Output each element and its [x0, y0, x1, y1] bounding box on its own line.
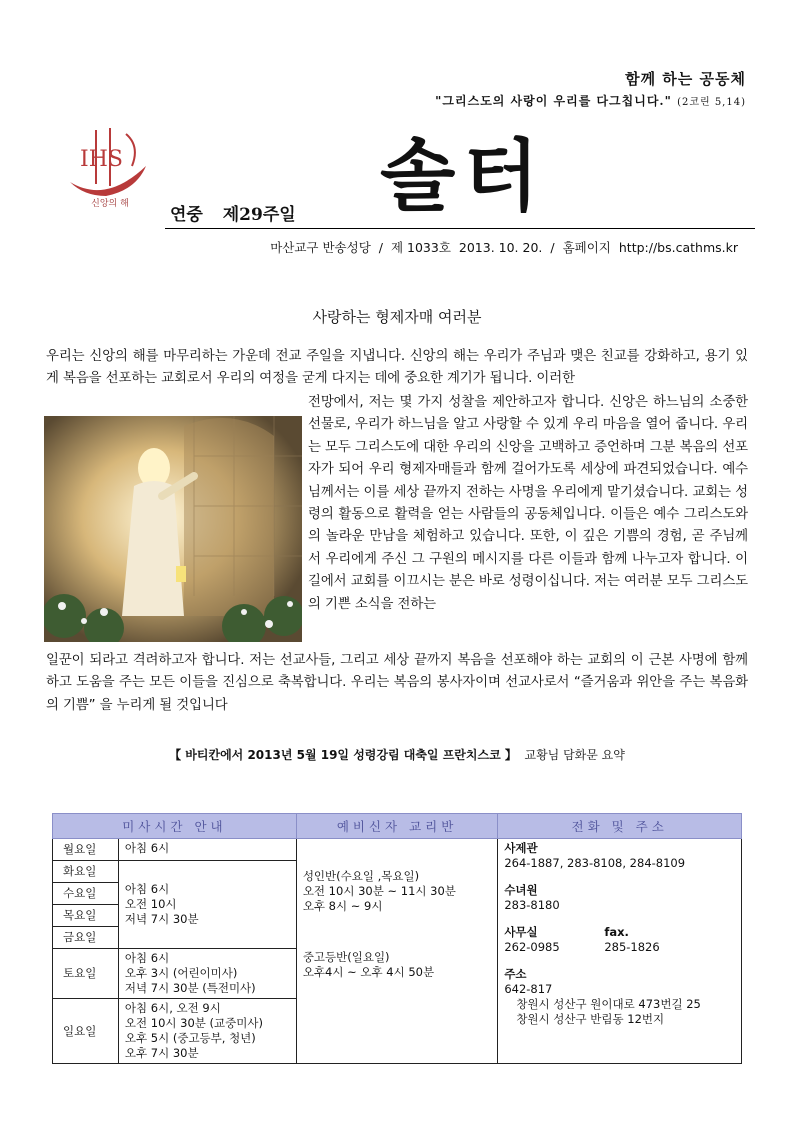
catechism-time: 오후4시 ~ 오후 4시 50분 [302, 965, 435, 979]
catechism-cell [296, 839, 498, 1064]
homepage-link[interactable]: http://bs.cathms.kr [618, 240, 738, 255]
mass-saturday [118, 949, 296, 999]
mass-time: 오전 10시 30분 (교중미사) [124, 1016, 263, 1030]
day-friday: 금요일 [53, 927, 119, 949]
mass-time: 아침 6시 [124, 841, 170, 855]
header-divider [165, 228, 755, 229]
mass-time: 아침 6시, 오전 9시 [124, 1001, 221, 1015]
source-citation [0, 746, 794, 763]
convent-phone: 283-8180 [504, 898, 560, 912]
contact-cell [498, 839, 742, 1064]
rectory-label: 사제관 [504, 841, 538, 855]
year-of-faith-logo-icon [66, 126, 150, 206]
liturgical-sunday: 연중 제29주일 [170, 205, 296, 225]
issue-date: 2013. 10. 20. [458, 240, 543, 255]
catechism-time: 오후 8시 ~ 9시 [302, 899, 383, 913]
mass-monday [118, 839, 296, 861]
newsletter-masthead: 솔터 [380, 132, 547, 222]
mass-time: 오전 10시 [124, 897, 177, 911]
source-note: 교황님 담화문 요약 [524, 748, 625, 762]
logo-monogram: IHS [80, 147, 123, 172]
fax-label: fax. [604, 925, 629, 939]
source-title: 【 바티칸에서 2013년 5월 19일 성령강림 대축일 프란치스코 】 [169, 748, 517, 762]
verse-text: "그리스도의 사랑이 우리를 다그칩니다." [435, 94, 672, 108]
day-sunday: 일요일 [53, 999, 119, 1064]
mass-time: 아침 6시 [124, 951, 170, 965]
separator: / [550, 240, 555, 255]
logo-caption: 신앙의 해 [91, 199, 129, 209]
day-monday: 월요일 [53, 839, 119, 861]
day-saturday: 토요일 [53, 949, 119, 999]
homepage-label: 홈페이지 [562, 240, 611, 255]
issue-info [266, 238, 738, 256]
scripture-verse [435, 92, 746, 109]
verse-reference: (2코린 5,14) [677, 97, 746, 108]
parish-name: 마산교구 반송성당 [270, 240, 371, 255]
article-heading: 사랑하는 형제자매 여러분 [312, 308, 482, 326]
day-tuesday: 화요일 [53, 861, 119, 883]
catechism-adult-title: 성인반(수요일 ,목요일) [302, 869, 420, 883]
article-paragraph-beside-image: 전망에서, 저는 몇 가지 성찰을 제안하고자 합니다. 신앙은 하느님의 소중한 선물로, 우리가 하느님을 알고 사랑할 수 있게 우리 마음을 열어 줍니다. 우리는 모두 그리스도에 대한 우리의 신앙을 고백하고 증언하며 그분 복음의 선포자가 되어 우리 형제자매들과 함께 걸어가도록 세상에 파견되었습니다. 예수님께서는 이를 세상 끝까지 전하는 사명을 우리에게 맡기셨습니다. 교회는 성령의 활동으로 활력을 얻는 사람들의 공동체입니다. 이들은 예수 그리스도와의 놀라운 만남을 체험하고 있습니다. 또한, 이 깊은 기쁨의 경험, 곧 주님께서 우리에게 주신 그 구원의 메시지를 다른 이들과 함께 나누고자 합니다. 이 길에서 교회를 이끄시는 분은 바로 성령이십니다. 저는 여러분 모두 그리스도의 기쁜 소식을 전하는 [308, 395, 748, 612]
day-wednesday: 수요일 [53, 883, 119, 905]
mass-time: 오후 7시 30분 [124, 1046, 199, 1060]
separator: / [378, 240, 383, 255]
address-line: 창원시 성산구 반림동 12번지 [516, 1012, 665, 1026]
rectory-phones: 264-1887, 283-8108, 284-8109 [504, 856, 686, 870]
address-label: 주소 [504, 967, 527, 981]
article-paragraph-bottom: 일꾼이 되라고 격려하고자 합니다. 저는 선교사들, 그리고 세상 끝까지 복음을 선포해야 하는 교회의 이 근본 사명에 함께하고 도움을 주는 모든 이들을 진심으로 축복합니다. 우리는 복음의 봉사자이며 선교사로서 “즐거움과 위안을 주는 복음화의 기쁨” 을 누리게 될 것입니다 [46, 653, 748, 713]
tagline: 함께 하는 공동체 [625, 70, 746, 88]
issue-number: 제 1033호 [390, 240, 451, 255]
header-catechism: 예비신자 교리반 [296, 814, 498, 839]
parish-info-table [52, 813, 742, 1064]
postcode: 642-817 [504, 982, 553, 996]
mass-time: 아침 6시 [124, 882, 170, 896]
mass-time: 저녁 7시 30분 (특전미사) [124, 981, 256, 995]
mass-weekday [118, 861, 296, 949]
mass-time: 오후 3시 (어린이미사) [124, 966, 238, 980]
office-label: 사무실 [504, 925, 538, 939]
catechism-youth-title: 중고등반(일요일) [302, 950, 390, 964]
header-contact: 전화 및 주소 [498, 814, 742, 839]
mass-sunday [118, 999, 296, 1064]
article-paragraph-top: 우리는 신앙의 해를 마무리하는 가운데 전교 주일을 지냅니다. 신앙의 해는 우리가 주님과 맺은 친교를 강화하고, 용기 있게 복음을 선포하는 교회로서 우리의 여정을 굳게 다지는 데에 중요한 계기가 됩니다. 이러한 [46, 349, 748, 387]
fax-number: 285-1826 [604, 940, 660, 954]
office-phone: 262-0985 [504, 940, 560, 954]
convent-label: 수녀원 [504, 883, 538, 897]
mass-time: 오후 5시 (중고등부, 청년) [124, 1031, 256, 1045]
catechism-time: 오전 10시 30분 ~ 11시 30분 [302, 884, 456, 898]
header-mass-times: 미사시간 안내 [53, 814, 297, 839]
mass-time: 저녁 7시 30분 [124, 912, 199, 926]
address-line: 창원시 성산구 원이대로 473번길 25 [516, 997, 701, 1011]
jesus-knocking-image [44, 416, 302, 642]
day-thursday: 목요일 [53, 905, 119, 927]
